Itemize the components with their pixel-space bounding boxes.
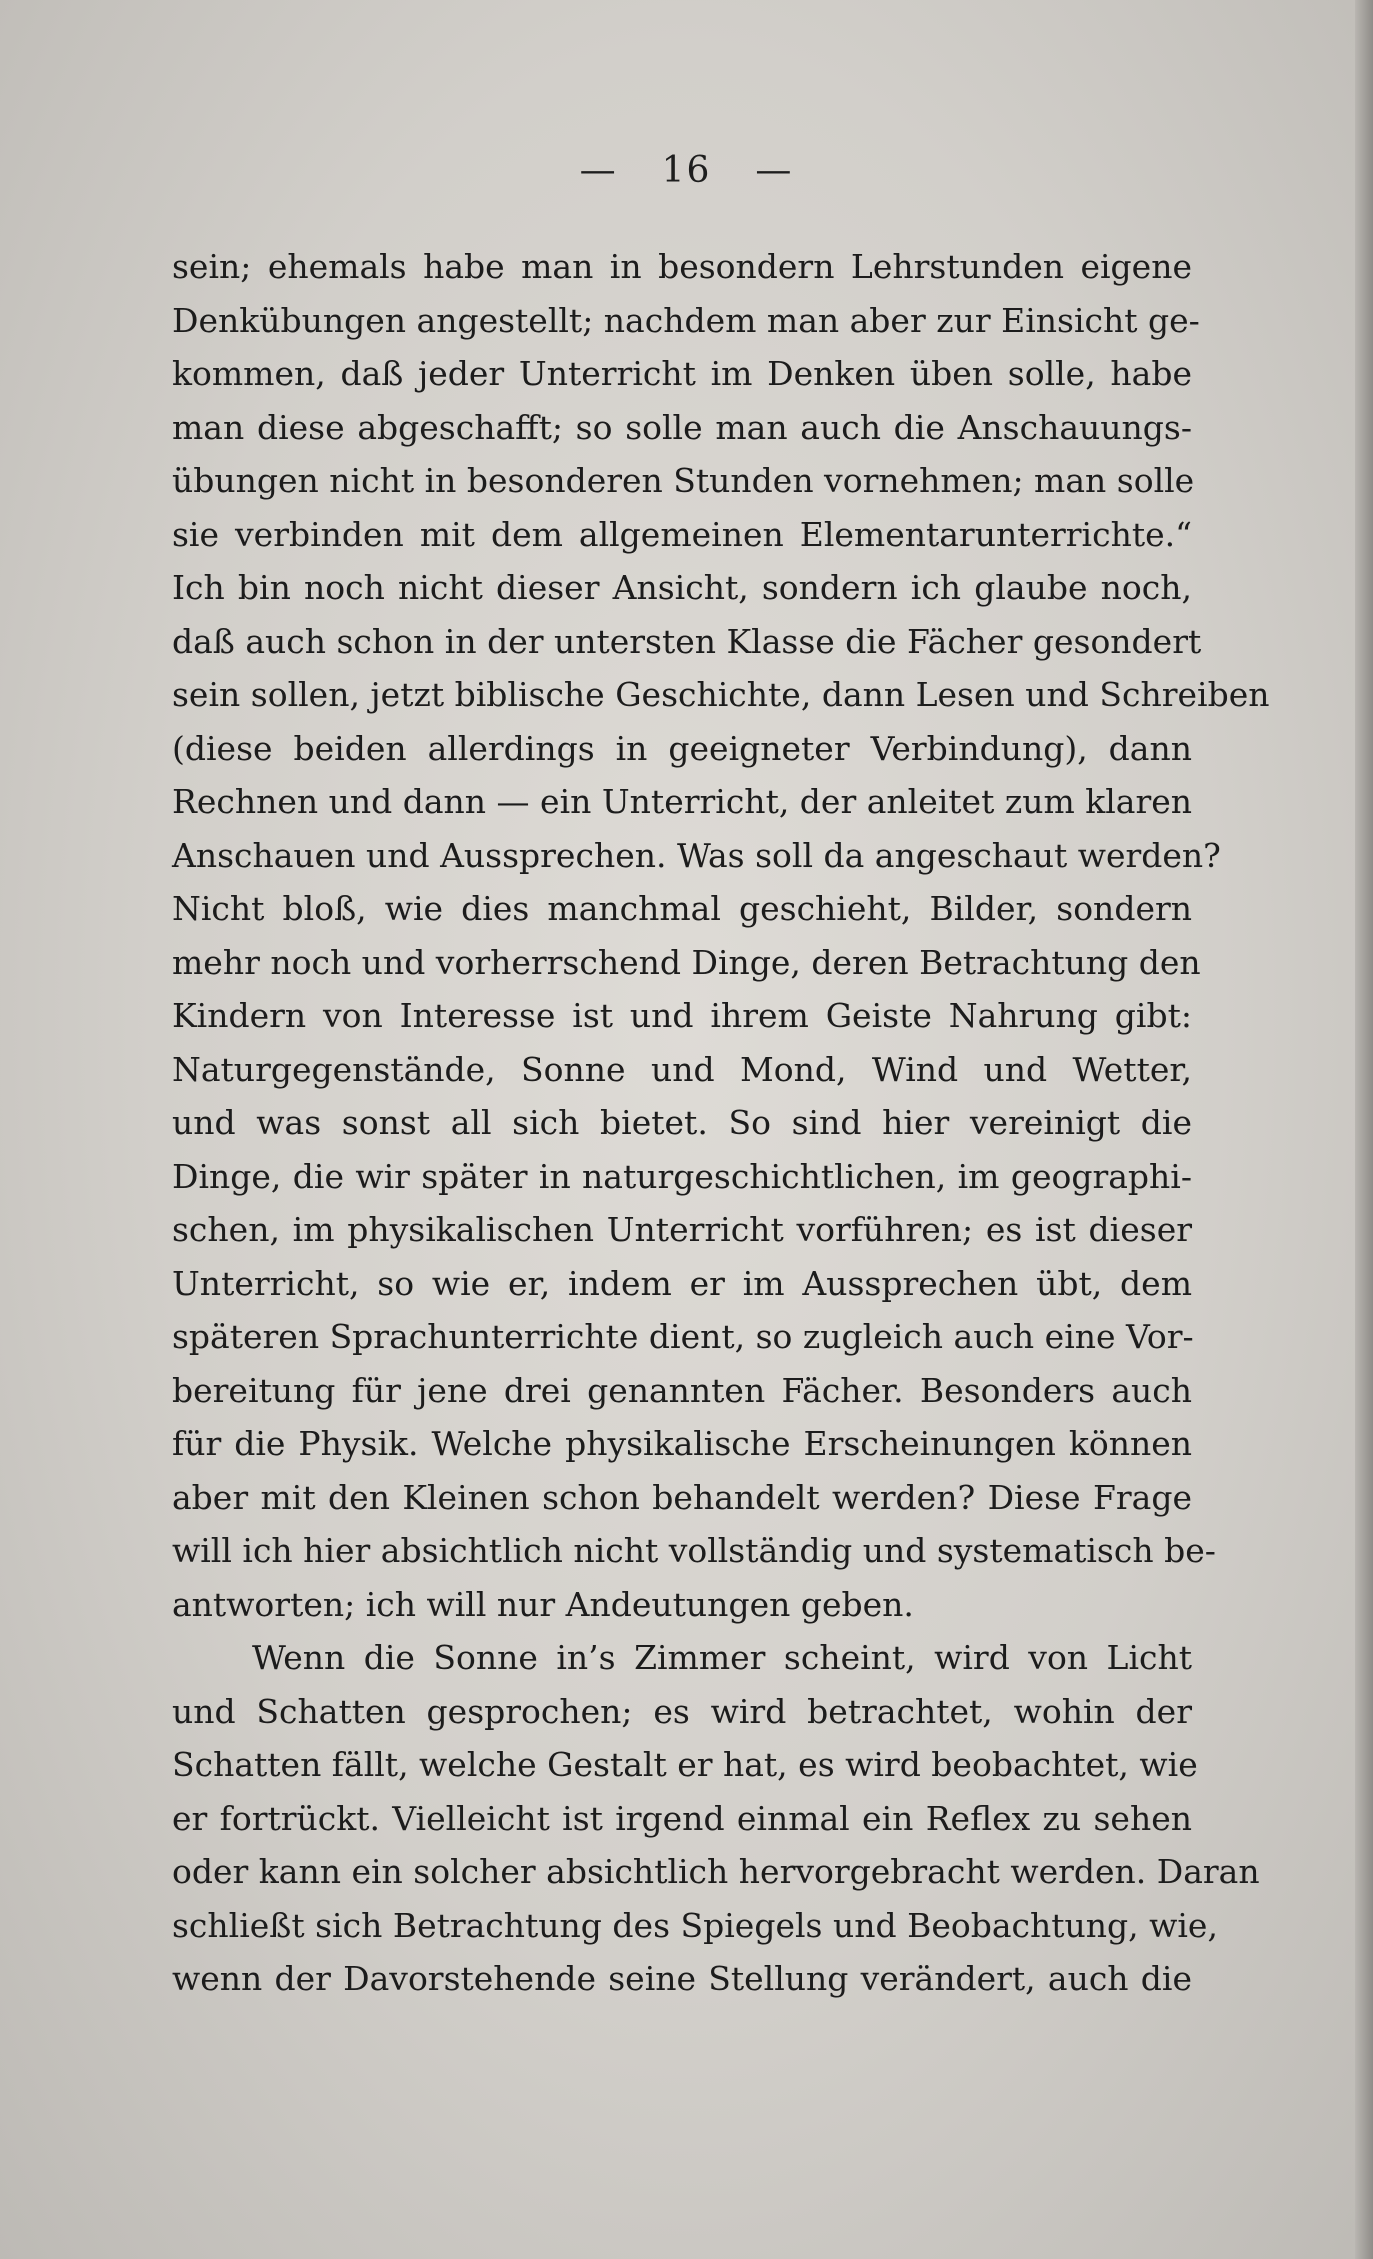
text-line: will ich hier absichtlich nicht vollständig und systematisch be-: [172, 1531, 1216, 1570]
text-line: Wenn die Sonne in’s Zimmer scheint, wird von Licht: [252, 1638, 1192, 1677]
text-line: Kindern von Interesse ist und ihrem Geiste Nahrung gibt:: [172, 996, 1192, 1035]
text-line: und Schatten gesprochen; es wird betrachtet, wohin der: [172, 1691, 1192, 1731]
text-line: bereitung für jene drei genannten Fächer. Besonders auch: [172, 1370, 1192, 1410]
page-header: [0, 150, 1373, 191]
text-line: und was sonst all sich bietet. So sind hier vereinigt die: [172, 1103, 1192, 1142]
text-line: er fortrückt. Vielleicht ist irgend einmal ein Reflex zu sehen: [172, 1798, 1192, 1838]
text-line: Naturgegenstände, Sonne und Mond, Wind und Wetter,: [172, 1049, 1192, 1089]
text-line: übungen nicht in besonderen Stunden vornehmen; man solle: [172, 461, 1195, 500]
text-line: antworten; ich will nur Andeutungen geben.: [172, 1584, 914, 1624]
text-line: wenn der Davorstehende seine Stellung verändert, auch die: [172, 1959, 1192, 1998]
text-line: Rechnen und dann — ein Unterricht, der anleitet zum klaren: [172, 782, 1193, 821]
header-dash-left: —: [579, 150, 618, 191]
text-line: sein sollen, jetzt biblische Geschichte, dann Lesen und Schreiben: [172, 675, 1270, 714]
text-line: daß auch schon in der untersten Klasse die Fächer gesondert: [172, 621, 1202, 661]
text-line: Unterricht, so wie er, indem er im Aussprechen übt, dem: [172, 1263, 1192, 1303]
text-line: schen, im physikalischen Unterricht vorführen; es ist dieser: [172, 1210, 1192, 1249]
text-line: Schatten fällt, welche Gestalt er hat, es wird beobachtet, wie: [172, 1745, 1198, 1784]
text-line: mehr noch und vorherrschend Dinge, deren Betrachtung den: [172, 942, 1201, 982]
text-line: Ich bin noch nicht dieser Ansicht, sondern ich glaube noch,: [172, 568, 1192, 607]
text-line: Denkübungen angestellt; nachdem man aber zur Einsicht ge-: [172, 300, 1200, 340]
text-line: Anschauen und Aussprechen. Was soll da angeschaut werden?: [172, 835, 1221, 875]
page-number: 16: [661, 150, 712, 191]
text-line: aber mit den Kleinen schon behandelt werden? Diese Frage: [172, 1477, 1192, 1517]
text-line: kommen, daß jeder Unterricht im Denken üben solle, habe: [172, 354, 1192, 393]
page-edge: [1355, 0, 1373, 2259]
text-line: Dinge, die wir später in naturgeschichtlichen, im geographi-: [172, 1156, 1192, 1196]
text-line: schließt sich Betrachtung des Spiegels und Beobachtung, wie,: [172, 1905, 1218, 1945]
text-line: (diese beiden allerdings in geeigneter Verbindung), dann: [172, 728, 1192, 768]
text-line: für die Physik. Welche physikalische Erscheinungen können: [172, 1424, 1192, 1463]
text-line: sie verbinden mit dem allgemeinen Elementarunterrichte.“: [172, 514, 1192, 554]
header-dash-right: —: [755, 150, 794, 191]
text-line: späteren Sprachunterrichte dient, so zugleich auch eine Vor-: [172, 1317, 1194, 1356]
text-line: sein; ehemals habe man in besondern Lehrstunden eigene: [172, 247, 1192, 286]
text-line: man diese abgeschafft; so solle man auch die Anschauungs-: [172, 407, 1192, 447]
text-line: Nicht bloß, wie dies manchmal geschieht, Bilder, sondern: [172, 889, 1192, 928]
body-text: [172, 240, 1270, 2006]
text-line: oder kann ein solcher absichtlich hervorgebracht werden. Daran: [172, 1852, 1260, 1891]
